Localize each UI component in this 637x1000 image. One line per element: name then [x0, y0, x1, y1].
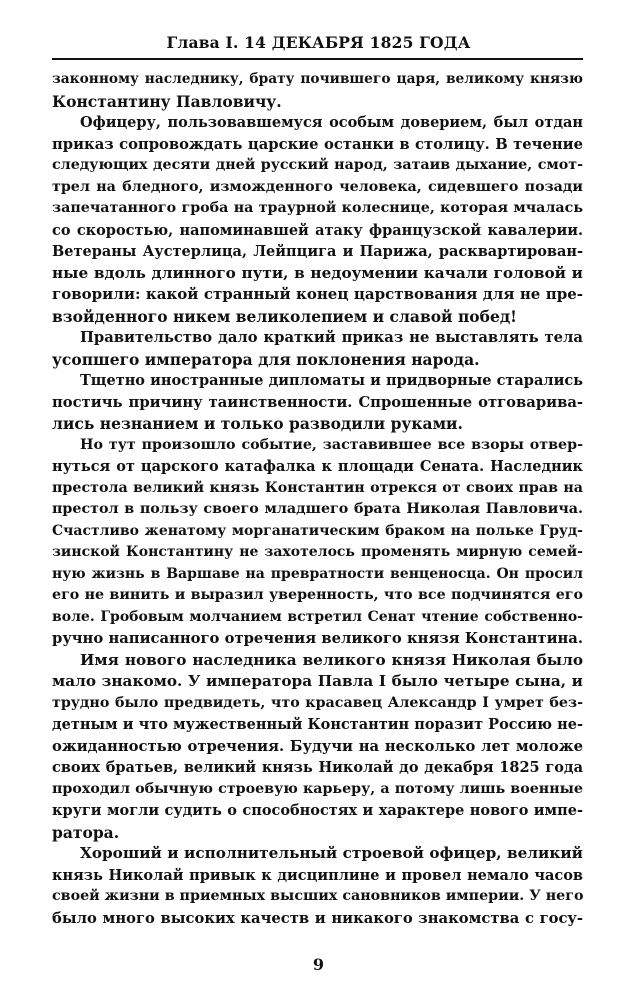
- text-line: Имя нового наследника великого князя Николая было: [80, 650, 583, 669]
- text-line: со скоростью, напоминавшей атаку французской кавалерии.: [52, 221, 583, 239]
- header-rule: [52, 58, 583, 60]
- body-text: [52, 69, 583, 929]
- text-line: Счастливо женатому морганатическим браком на польке Груд-: [52, 522, 583, 539]
- text-line: Ветераны Аустерлица, Лейпцига и Парижа, расквартирован-: [52, 243, 583, 260]
- text-line: следующих десяти дней русский народ, затаив дыхание, смот-: [52, 157, 583, 173]
- text-line: его не винить и выразил уверенность, что все подчинятся его: [52, 587, 583, 603]
- text-line: трел на бледного, изможденного человека, сидевшего позади: [52, 178, 583, 195]
- running-title: Глава I. 14 ДЕКАБРЯ 1825 ГОДА: [166, 33, 471, 52]
- text-line: круги могли судить о способностях и характере нового импе-: [52, 802, 583, 819]
- text-line: воле. Гробовым молчанием встретил Сенат чтение собственно-: [52, 608, 583, 625]
- text-line: проходил обычную строевую карьеру, а потому лишь военные: [52, 780, 583, 797]
- text-line: Тщетно иностранные дипломаты и придворные старались: [80, 372, 583, 389]
- text-line: говорили: какой странный конец царствования для не пре-: [52, 285, 583, 303]
- text-line: престола великий князь Константин отрекся от своих прав на: [52, 479, 583, 496]
- text-line: запечатанного гроба на траурной колеснице, которая мчалась: [52, 200, 583, 216]
- text-line: лись незнанием и только разводили руками.: [52, 414, 463, 433]
- text-line: своей жизни в приемных высших сановников империи. У него: [52, 888, 584, 904]
- text-line: мало знакомо. У императора Павла I было четыре сына, и: [52, 672, 583, 690]
- text-line: детным и что мужественный Константин поразит Россию не-: [52, 716, 583, 733]
- text-line: трудно было предвидеть, что красавец Александр I умрет без-: [52, 694, 583, 711]
- text-line: Константину Павловичу.: [52, 91, 282, 111]
- text-line: было много высоких качеств и никакого знакомства с госу-: [52, 909, 583, 927]
- text-line: Но тут произошло событие, заставившее все взоры отвер-: [80, 436, 583, 453]
- text-line: своих братьев, великий князь Николай до декабря 1825 года: [52, 759, 583, 776]
- text-line: князь Николай привык к дисциплине и провел немало часов: [52, 866, 583, 884]
- text-line: постичь причину таинственности. Спрошенные отговарива-: [52, 393, 583, 411]
- text-line: Правительство дало краткий приказ не выставлять тела: [80, 329, 583, 346]
- text-line: нуться от царского катафалка к площади Сената. Наследник: [52, 458, 583, 475]
- text-line: зинской Константину не захотелось променять мирную семей-: [52, 544, 583, 560]
- text-line: Хороший и исполнительный строевой офицер, великий: [80, 844, 583, 862]
- text-line: Офицеру, пользовавшемуся особым доверием, был отдан: [80, 114, 583, 131]
- text-line: приказ сопровождать царские останки в столицу. В течение: [52, 135, 583, 153]
- text-line: ручно написанного отречения великого князя Константина.: [52, 630, 583, 647]
- text-line: ратора.: [52, 822, 120, 842]
- text-line: престол в пользу своего младшего брата Николая Павловича.: [52, 501, 583, 517]
- text-line: ную жизнь в Варшаве на превратности венценосца. Он просил: [52, 565, 583, 582]
- text-line: ожиданностью отречения. Будучи на несколько лет моложе: [52, 737, 583, 755]
- page-number: 9: [312, 955, 325, 974]
- text-line: ные вдоль длинного пути, в недоумении качали головой и: [52, 263, 583, 282]
- text-line: законному наследнику, брату почившего царя, великому князю: [52, 71, 583, 87]
- text-line: усопшего императора для поклонения народа.: [52, 349, 480, 369]
- text-line: взойденного никем великолепием и славой побед!: [52, 306, 517, 326]
